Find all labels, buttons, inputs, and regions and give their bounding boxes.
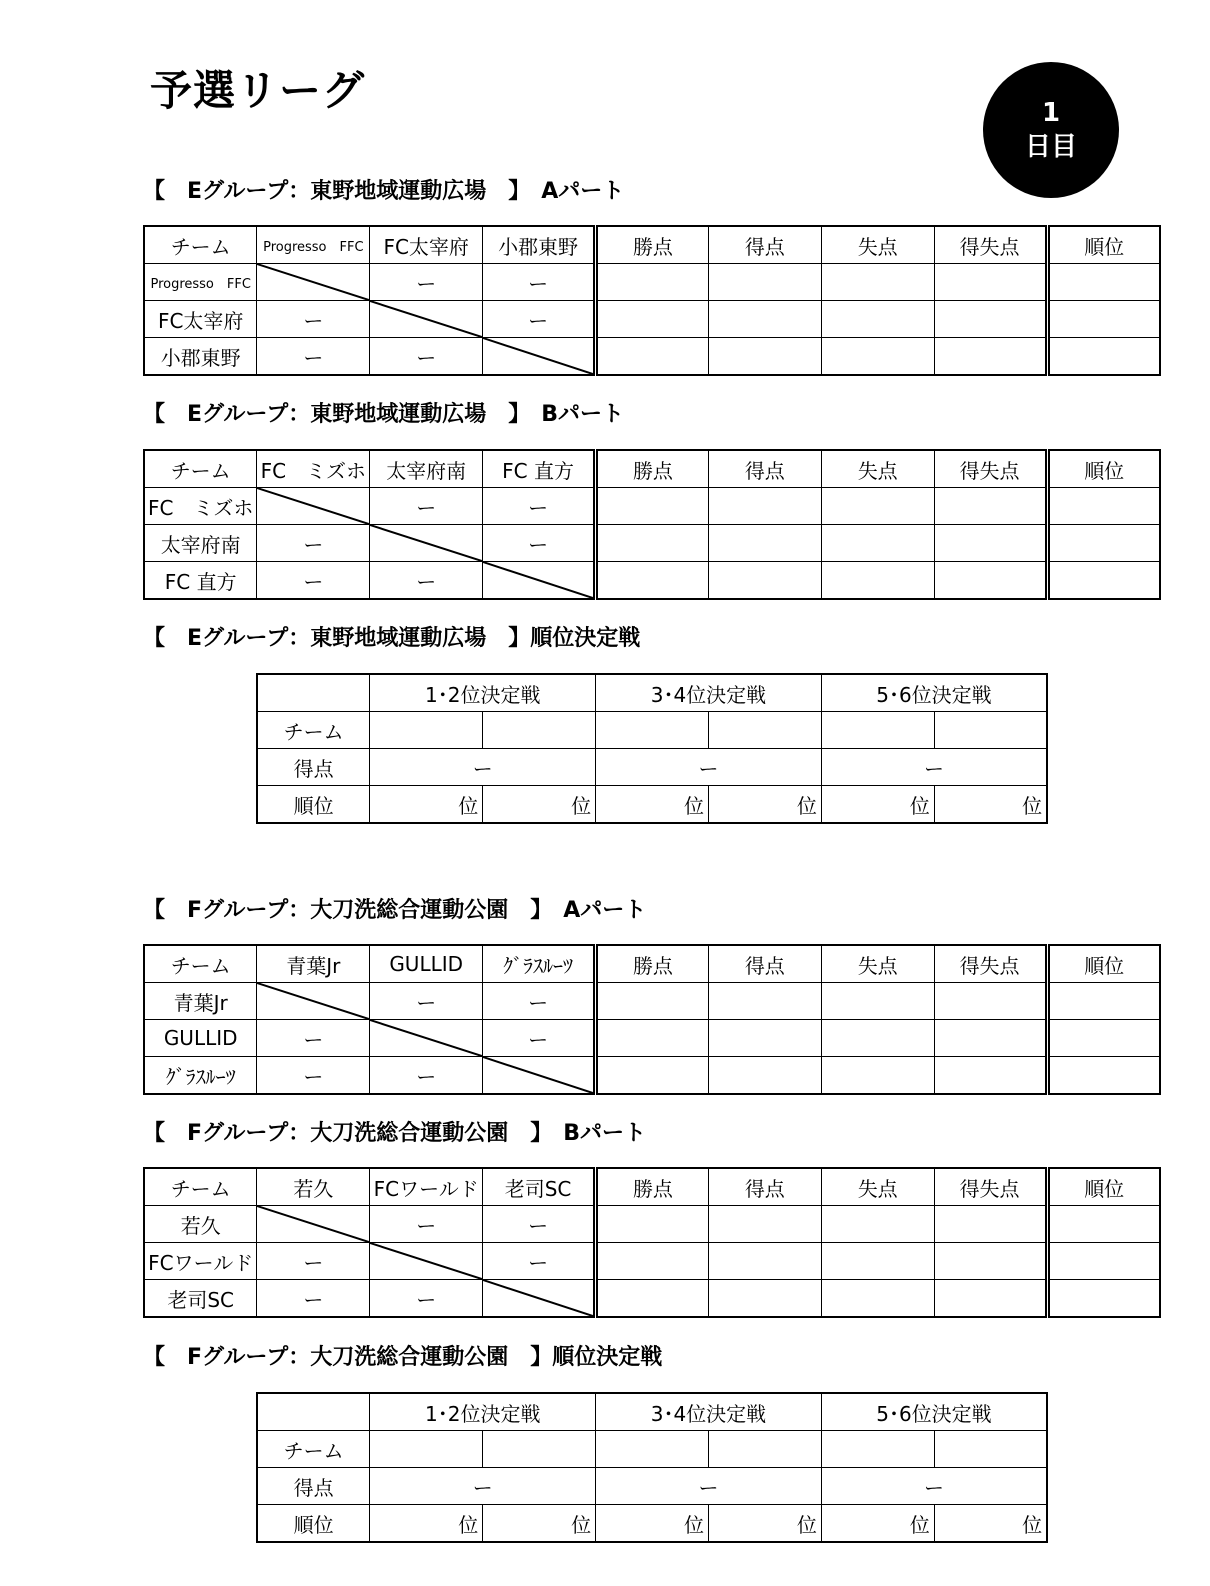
team-row-label: ｸﾞﾗｽﾙｰﾂ: [144, 1057, 257, 1095]
table-row: [144, 338, 1160, 376]
team-column-header: FCワールド: [370, 1168, 483, 1206]
stat-cell: [708, 562, 821, 600]
diagonal-line: [257, 488, 369, 524]
score-cell: ー: [370, 1057, 483, 1095]
score-cell: ー: [821, 749, 1047, 786]
stat-cell: [821, 562, 934, 600]
stat-cell: [1047, 525, 1160, 562]
stat-cell: [708, 1243, 821, 1280]
placement-header: 5･6位決定戦: [821, 674, 1047, 712]
score-cell: ー: [257, 1057, 370, 1095]
team-cell: [483, 712, 596, 749]
table-row: [144, 525, 1160, 562]
league-table: [143, 449, 1161, 600]
table-row: [144, 1057, 1160, 1095]
team-header: チーム: [144, 1168, 257, 1206]
self-match-cell: [370, 1243, 483, 1280]
table-row: [144, 562, 1160, 600]
stat-cell: [821, 1057, 934, 1095]
placement-header: 5･6位決定戦: [821, 1393, 1047, 1431]
team-column-header: GULLID: [370, 945, 483, 983]
table-row: [257, 749, 1047, 786]
score-cell: ー: [483, 488, 596, 525]
stat-cell: [708, 338, 821, 376]
rank-cell: 位: [596, 1505, 709, 1543]
self-match-cell: [257, 264, 370, 301]
section-heading: 【 Fグループ：大刀洗総合運動公園 】 Bパート: [143, 1121, 647, 1146]
blank-cell: [257, 1393, 370, 1431]
team-column-header: FC太宰府: [370, 226, 483, 264]
stat-cell: [934, 983, 1047, 1020]
team-row-label: FCワールド: [144, 1243, 257, 1280]
team-row-label: 青葉Jr: [144, 983, 257, 1020]
stat-header: 失点: [821, 1168, 934, 1206]
stat-cell: [708, 1020, 821, 1057]
self-match-cell: [257, 983, 370, 1020]
stat-cell: [821, 488, 934, 525]
team-column-header: Progresso FFC: [257, 226, 370, 264]
stat-cell: [821, 983, 934, 1020]
stat-header: 順位: [1047, 226, 1160, 264]
section-heading: 【 Eグループ：東野地域運動広場 】 Aパート: [143, 179, 625, 204]
score-cell: ー: [257, 301, 370, 338]
stat-cell: [934, 301, 1047, 338]
stat-cell: [596, 264, 709, 301]
score-cell: ー: [483, 301, 596, 338]
rank-cell: 位: [708, 786, 821, 824]
diagonal-line: [483, 338, 593, 374]
score-cell: ー: [483, 525, 596, 562]
team-row-label: FC ミズホ: [144, 488, 257, 525]
table-row: [257, 1468, 1047, 1505]
team-row-label: Progresso FFC: [144, 264, 257, 301]
team-cell: [596, 1431, 709, 1468]
team-cell: [370, 712, 483, 749]
stat-header: 勝点: [596, 945, 709, 983]
stat-cell: [708, 1206, 821, 1243]
table-row: [257, 712, 1047, 749]
stat-cell: [596, 1020, 709, 1057]
header-row: [144, 945, 1160, 983]
stat-cell: [934, 338, 1047, 376]
self-match-cell: [483, 1057, 596, 1095]
stat-cell: [934, 525, 1047, 562]
stat-cell: [596, 338, 709, 376]
self-match-cell: [370, 525, 483, 562]
team-row-label: 太宰府南: [144, 525, 257, 562]
team-header: チーム: [144, 450, 257, 488]
stat-cell: [934, 1243, 1047, 1280]
stat-header: 順位: [1047, 1168, 1160, 1206]
stat-cell: [1047, 264, 1160, 301]
placement-header: 1･2位決定戦: [370, 1393, 596, 1431]
stat-cell: [1047, 301, 1160, 338]
team-cell: [934, 712, 1047, 749]
score-cell: ー: [483, 1020, 596, 1057]
self-match-cell: [370, 301, 483, 338]
stat-cell: [821, 525, 934, 562]
team-cell: [483, 1431, 596, 1468]
team-column-header: 太宰府南: [370, 450, 483, 488]
diagonal-line: [370, 525, 482, 561]
table-row: [144, 1280, 1160, 1318]
team-row-label: FC太宰府: [144, 301, 257, 338]
stat-header: 失点: [821, 945, 934, 983]
stat-header: 得失点: [934, 450, 1047, 488]
stat-cell: [1047, 1243, 1160, 1280]
stat-header: 失点: [821, 226, 934, 264]
stat-cell: [821, 1206, 934, 1243]
placement-header: 1･2位決定戦: [370, 674, 596, 712]
stat-cell: [596, 525, 709, 562]
day-number: 1: [1041, 98, 1061, 128]
stat-cell: [821, 1020, 934, 1057]
rank-cell: 位: [483, 1505, 596, 1543]
rank-cell: 位: [370, 1505, 483, 1543]
team-cell: [708, 712, 821, 749]
league-table: [143, 944, 1161, 1095]
header-row: [144, 1168, 1160, 1206]
stat-header: 得点: [708, 226, 821, 264]
stat-cell: [821, 264, 934, 301]
team-cell: [370, 1431, 483, 1468]
score-cell: ー: [370, 562, 483, 600]
stat-cell: [934, 488, 1047, 525]
stat-cell: [821, 338, 934, 376]
diagonal-line: [257, 264, 369, 300]
rank-cell: 位: [821, 786, 934, 824]
score-cell: ー: [483, 983, 596, 1020]
stat-cell: [1047, 1057, 1160, 1095]
diagonal-line: [257, 1206, 369, 1242]
team-row-label: 若久: [144, 1206, 257, 1243]
header-row: [144, 226, 1160, 264]
team-column-header: ｸﾞﾗｽﾙｰﾂ: [483, 945, 596, 983]
blank-cell: [257, 674, 370, 712]
table-row: [144, 488, 1160, 525]
score-cell: ー: [596, 749, 822, 786]
diagonal-line: [483, 562, 593, 598]
self-match-cell: [483, 562, 596, 600]
score-cell: ー: [257, 562, 370, 600]
team-column-header: FC 直方: [483, 450, 596, 488]
team-row-label: 小郡東野: [144, 338, 257, 376]
rank-cell: 位: [934, 1505, 1047, 1543]
score-cell: ー: [370, 264, 483, 301]
stat-cell: [596, 562, 709, 600]
score-cell: ー: [370, 338, 483, 376]
table-row: [257, 1505, 1047, 1543]
team-column-header: 老司SC: [483, 1168, 596, 1206]
score-cell: ー: [257, 525, 370, 562]
score-cell: ー: [257, 338, 370, 376]
row-label: 得点: [257, 749, 370, 786]
team-cell: [934, 1431, 1047, 1468]
stat-header: 失点: [821, 450, 934, 488]
team-column-header: 青葉Jr: [257, 945, 370, 983]
stat-cell: [708, 301, 821, 338]
stat-cell: [934, 1020, 1047, 1057]
team-cell: [821, 1431, 934, 1468]
rank-cell: 位: [708, 1505, 821, 1543]
stat-header: 順位: [1047, 450, 1160, 488]
stat-cell: [596, 1243, 709, 1280]
stat-cell: [934, 1280, 1047, 1318]
team-cell: [821, 712, 934, 749]
header-row: [144, 450, 1160, 488]
rank-cell: 位: [821, 1505, 934, 1543]
league-table: [143, 225, 1161, 376]
league-table: [143, 1167, 1161, 1318]
team-cell: [596, 712, 709, 749]
stat-cell: [1047, 1280, 1160, 1318]
header-row: [257, 1393, 1047, 1431]
stat-header: 勝点: [596, 1168, 709, 1206]
stat-cell: [596, 301, 709, 338]
row-label: チーム: [257, 712, 370, 749]
stat-header: 得失点: [934, 1168, 1047, 1206]
diagonal-line: [370, 1243, 482, 1279]
table-row: [144, 1020, 1160, 1057]
stat-header: 得点: [708, 1168, 821, 1206]
score-cell: ー: [483, 264, 596, 301]
team-row-label: FC 直方: [144, 562, 257, 600]
team-column-header: FC ミズホ: [257, 450, 370, 488]
score-cell: ー: [370, 983, 483, 1020]
rank-cell: 位: [483, 786, 596, 824]
self-match-cell: [483, 338, 596, 376]
stat-cell: [934, 264, 1047, 301]
table-row: [257, 1431, 1047, 1468]
stat-cell: [708, 525, 821, 562]
section-heading: 【 Eグループ：東野地域運動広場 】 Bパート: [143, 402, 625, 427]
stat-cell: [708, 1280, 821, 1318]
placement-header: 3･4位決定戦: [596, 1393, 822, 1431]
section-heading: 【 Fグループ：大刀洗総合運動公園 】 Aパート: [143, 898, 647, 923]
stat-cell: [1047, 983, 1160, 1020]
score-cell: ー: [370, 1468, 596, 1505]
team-row-label: GULLID: [144, 1020, 257, 1057]
stat-header: 勝点: [596, 450, 709, 488]
row-label: 順位: [257, 1505, 370, 1543]
stat-cell: [934, 562, 1047, 600]
stat-cell: [708, 1057, 821, 1095]
diagonal-line: [483, 1280, 593, 1316]
stat-cell: [821, 1243, 934, 1280]
team-column-header: 小郡東野: [483, 226, 596, 264]
stat-header: 勝点: [596, 226, 709, 264]
table-row: [144, 1243, 1160, 1280]
stat-cell: [708, 264, 821, 301]
rank-cell: 位: [596, 786, 709, 824]
team-cell: [708, 1431, 821, 1468]
stat-cell: [1047, 1206, 1160, 1243]
stat-header: 得点: [708, 945, 821, 983]
row-label: 順位: [257, 786, 370, 824]
rank-cell: 位: [370, 786, 483, 824]
stat-cell: [596, 983, 709, 1020]
table-row: [144, 983, 1160, 1020]
score-cell: ー: [370, 1280, 483, 1318]
team-header: チーム: [144, 226, 257, 264]
stat-cell: [934, 1057, 1047, 1095]
score-cell: ー: [257, 1280, 370, 1318]
stat-header: 得失点: [934, 945, 1047, 983]
section-heading: 【 Eグループ：東野地域運動広場 】順位決定戦: [143, 626, 641, 651]
stat-cell: [596, 488, 709, 525]
score-cell: ー: [257, 1020, 370, 1057]
score-cell: ー: [483, 1243, 596, 1280]
team-column-header: 若久: [257, 1168, 370, 1206]
self-match-cell: [483, 1280, 596, 1318]
placement-table: [256, 673, 1048, 824]
stat-cell: [1047, 338, 1160, 376]
team-row-label: 老司SC: [144, 1280, 257, 1318]
day-label: 日目: [1024, 132, 1077, 162]
stat-cell: [1047, 488, 1160, 525]
placement-header: 3･4位決定戦: [596, 674, 822, 712]
stat-cell: [708, 983, 821, 1020]
stat-cell: [821, 1280, 934, 1318]
stat-cell: [934, 1206, 1047, 1243]
stat-header: 得失点: [934, 226, 1047, 264]
table-row: [144, 1206, 1160, 1243]
score-cell: ー: [370, 1206, 483, 1243]
stat-cell: [596, 1280, 709, 1318]
score-cell: ー: [821, 1468, 1047, 1505]
score-cell: ー: [257, 1243, 370, 1280]
stat-cell: [1047, 1020, 1160, 1057]
row-label: 得点: [257, 1468, 370, 1505]
rank-cell: 位: [934, 786, 1047, 824]
stat-cell: [708, 488, 821, 525]
self-match-cell: [257, 488, 370, 525]
stat-cell: [596, 1206, 709, 1243]
score-cell: ー: [370, 749, 596, 786]
header-row: [257, 674, 1047, 712]
stat-header: 順位: [1047, 945, 1160, 983]
diagonal-line: [483, 1057, 593, 1093]
score-cell: ー: [370, 488, 483, 525]
diagonal-line: [370, 1020, 482, 1056]
diagonal-line: [370, 301, 482, 337]
self-match-cell: [257, 1206, 370, 1243]
stat-cell: [821, 301, 934, 338]
row-label: チーム: [257, 1431, 370, 1468]
self-match-cell: [370, 1020, 483, 1057]
score-cell: ー: [483, 1206, 596, 1243]
stat-cell: [596, 1057, 709, 1095]
section-heading: 【 Fグループ：大刀洗総合運動公園 】順位決定戦: [143, 1345, 663, 1370]
team-header: チーム: [144, 945, 257, 983]
page-title: 予選リーグ: [150, 66, 366, 115]
table-row: [144, 301, 1160, 338]
day-badge: [983, 62, 1119, 198]
stat-header: 得点: [708, 450, 821, 488]
table-row: [144, 264, 1160, 301]
diagonal-line: [257, 983, 369, 1019]
stat-cell: [1047, 562, 1160, 600]
score-cell: ー: [596, 1468, 822, 1505]
table-row: [257, 786, 1047, 824]
placement-table: [256, 1392, 1048, 1543]
